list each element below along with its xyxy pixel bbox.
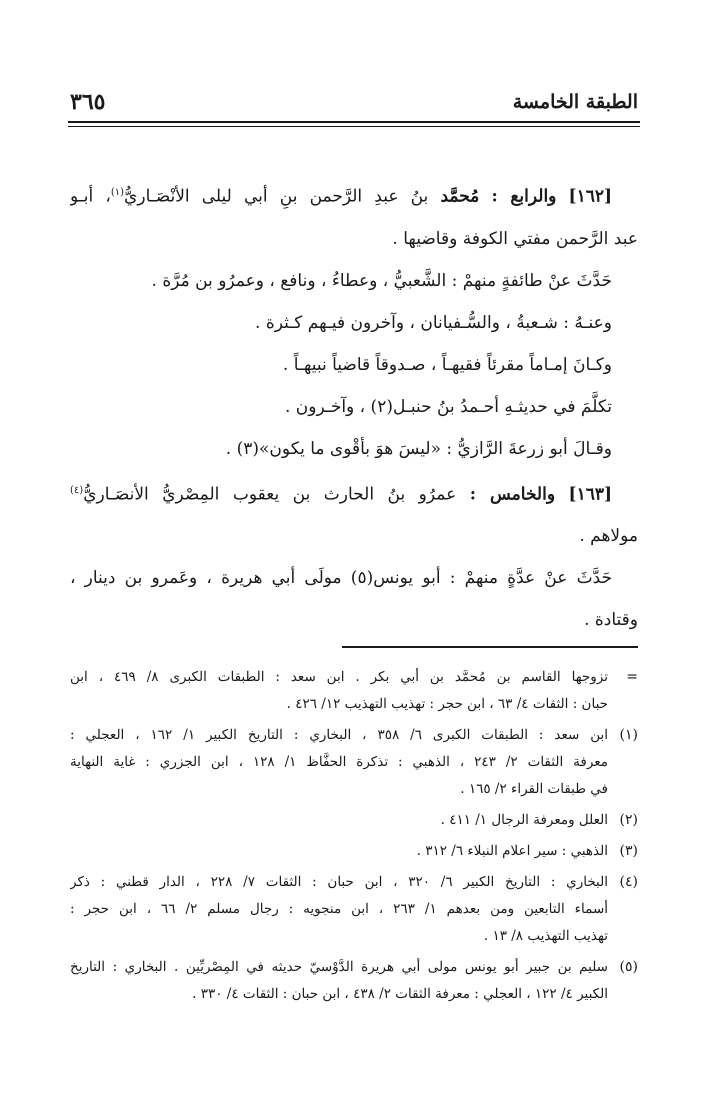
entry-line: تكلَّمَ في حديثـهِ أحـمدُ بنُ حنبـل(٢) ، وآخـرون . [284,396,612,417]
footnote-line: حبان : الثقات ٤/ ٦٣ ، ابن حجر : تهذيب التهذيب ١٢/ ٤٢٦ . [286,696,608,712]
footnotes [70,664,638,1012]
footnote-mark: (٥) [619,959,638,975]
footnote-line: أسماء التابعين ومن بعدهم ١/ ٢٦٣ ، ابن منجويه : رجال مسلم ٢/ ٦٦ ، ابن حجر : [70,901,608,917]
footnote-mark: = [626,669,638,685]
footnote-item [70,664,638,718]
footnote-line: تزوجها القاسم بن مُحمَّد بن أبي بكر . ابن سعد : الطبقات الكبرى ٨/ ٤٦٩ ، ابن [70,669,608,685]
header-rule-thin [68,126,640,127]
footnote-item [70,722,638,803]
page-header [70,84,638,120]
entry-line: وقـالَ أبو زرعةَ الرَّازيُّ : «ليسَ هوَ بأقْوى ما يكون»(٣) . [225,438,612,459]
footnote-item [70,869,638,950]
footnote-line: تهذيب التهذيب ٨/ ١٣ . [483,928,608,944]
main-text [70,172,638,641]
header-rule [68,121,640,123]
entry-heading: [١٦٣] والخامس : عمرُو بنُ الحارث بن يعقوب المِصْريُّ الأنصَـاريُّ$^{(٤)}$ [70,484,613,505]
footnote-item [70,807,638,834]
entry-line: مولاهم . [579,526,638,547]
entry-line: وعنـهُ : شـعبةُ ، والسُّـفيانان ، وآخرون فيـهم كـثرة . [255,312,612,333]
footnote-mark: (١) [619,727,638,743]
footnote-line: ابن سعد : الطبقات الكبرى ٦/ ٣٥٨ ، البخاري : التاريخ الكبير ١/ ١٦٢ ، العجلي : [70,727,608,743]
entry-line: وكـانَ إمـاماً مقرئاً فقيهـاً ، صـدوقاً قاضياً نبيهـاً . [282,354,612,375]
footnote-item [70,838,638,865]
entry-line: حَدَّثَ عنْ عدَّةٍ منهمْ : أبو يونس(٥) مولَى أبي هريرة ، وعَمرو بن دينار ، [70,568,612,589]
footnote-separator [342,646,638,648]
footnote-item [70,954,638,1008]
footnote-mark: (٢) [619,812,638,828]
footnote-mark: (٣) [619,843,638,859]
footnote-line: الكبير ٤/ ١٢٢ ، العجلي : معرفة الثقات ٢/ ٤٣٨ ، ابن حبان : الثقات ٤/ ٣٣٠ . [192,986,608,1002]
footnote-line: الذهبي : سير اعلام النبلاء ٦/ ٣١٢ . [416,843,608,859]
footnote-line: سليم بن جبير أبو يونس مولى أبي هريرة الدَّوْسيّ حديثه في المِصْريِّين . البخاري : التاريخ [70,959,608,975]
entry-line: وقتادة . [584,610,638,631]
footnote-line: البخاري : التاريخ الكبير ٦/ ٣٢٠ ، ابن حبان : الثقات ٧/ ٢٢٨ ، الدار قطني : ذكر [70,874,608,890]
running-title: الطبقة الخامسة [512,91,638,113]
entry-heading: [١٦٢] والرابع : مُحمَّد بنُ عبدِ الرَّحمن بنِ أبي ليلى الأنْصَـاريُّ$^{(١)}$، أبـو [70,186,613,207]
entry-line: حَدَّثَ عنْ طائفةٍ منهمْ : الشَّعبيُّ ، وعطاءُ ، ونافع ، وعمرُو بن مُرَّة . [151,270,612,291]
footnote-line: معرفة الثقات ٢/ ٢٤٣ ، الذهبي : تذكرة الحفَّاظ ١/ ١٢٨ ، ابن الجزري : غاية النهاية [70,754,608,770]
entry-line: عبد الرَّحمن مفتي الكوفة وقاضيها . [392,228,638,249]
page-number: ٣٦٥ [70,89,106,115]
footnote-line: في طبقات القراء ٢/ ١٦٥ . [460,781,608,797]
footnote-line: العلل ومعرفة الرجال ١/ ٤١١ . [440,812,608,828]
footnote-mark: (٤) [619,874,638,890]
